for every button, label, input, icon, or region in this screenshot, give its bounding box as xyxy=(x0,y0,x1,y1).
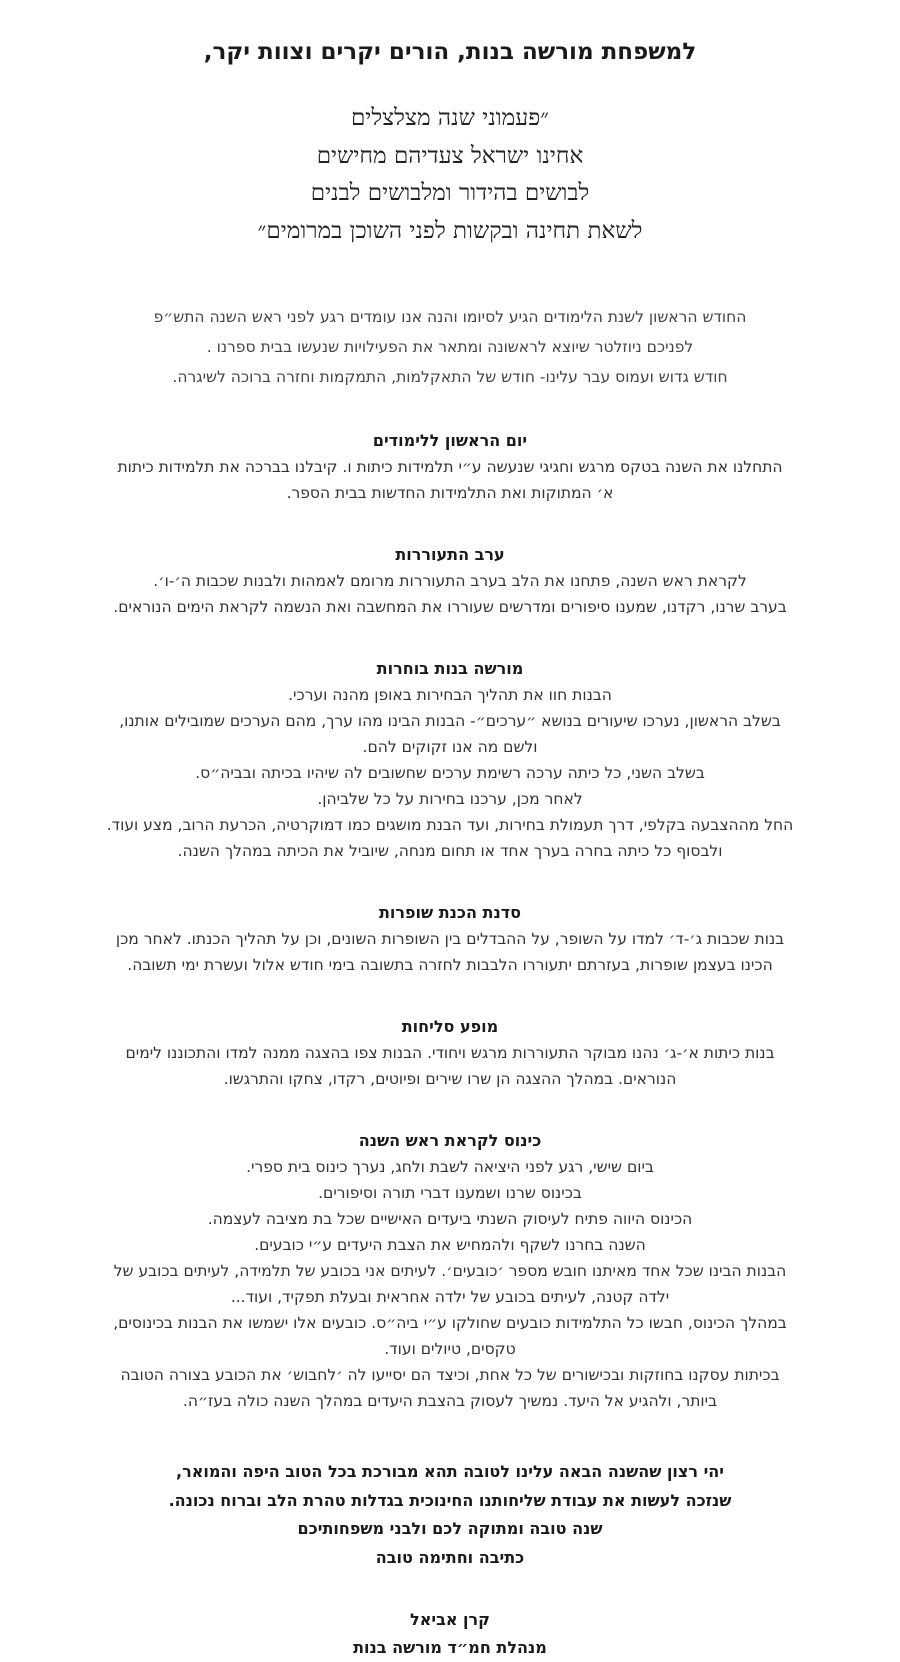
section-line: בשלב הראשון, נערכו שיעורים בנושא ״ערכים״- הבנות הבינו מהו ערך, מהם הערכים שמובילים אותנו, xyxy=(119,712,781,730)
section-line: בערב שרנו, רקדנו, שמענו סיפורים ומדרשים שעוררו את המחשבה ואת הנשמה לקראת הימים הנוראים. xyxy=(113,598,787,616)
section-line: השנה בחרנו לשקף ולהמחיש את הצבת היעדים ע״י כובעים. xyxy=(254,1236,646,1254)
section-body xyxy=(60,454,840,506)
section-rosh-hashana-assembly xyxy=(60,1128,840,1414)
section-line: בשלב השני, כל כיתה ערכה רשימת ערכים שחשובים לה שיהיו בכיתה ובביה״ס. xyxy=(195,764,705,782)
section-line: הכינו בעצמן שופרות, בעזרתם יתעוררו הלבבות לחזרה בתשובה בימי חודש אלול ועשרת ימי תשובה. xyxy=(127,956,773,974)
signature-block xyxy=(60,1606,840,1662)
closing-line: כתיבה וחתימה טובה xyxy=(375,1547,525,1567)
closing-line: שנה טובה ומתוקה לכם ולבני משפחותיכם xyxy=(297,1519,603,1538)
section-heading: מופע סליחות xyxy=(401,1017,499,1036)
closing-line: שנזכה לעשות את עבודת שליחותנו החינוכית בגדלות טהרת הלב וברוח נכונה. xyxy=(168,1490,732,1510)
section-line: לקראת ראש השנה, פתחנו את הלב בערב התעוררות מרומם לאמהות ולבנות שכבות ה׳-ו׳. xyxy=(153,572,747,590)
poem-line: לבושים בהידור ומלבושים לבנים xyxy=(310,180,590,206)
section-elections xyxy=(60,656,840,864)
section-line: החל מההצבעה בקלפי, דרך תעמולת בחירות, ועד הבנת מושגים כמו דמוקרטיה, הכרעת הרוב, מצע ועוד. xyxy=(106,816,794,834)
section-line: טקסים, טיולים ועוד. xyxy=(384,1340,516,1358)
section-line: א׳ המתוקות ואת התלמידות החדשות בבית הספר. xyxy=(286,484,614,502)
section-body xyxy=(60,926,840,978)
poem-line: לשאת תחינה ובקשות לפני השוכן במרומים״ xyxy=(257,217,643,244)
section-body xyxy=(60,1154,840,1414)
section-heading: יום הראשון ללימודים xyxy=(372,431,528,450)
section-line: ביותר, ולהגיע אל היעד. נמשיך לעסוק בהצבת היעדים במהלך השנה כולה בעז״ה. xyxy=(182,1392,718,1410)
section-line: ילדה קטנה, לעיתים בכובע של ילדה אחראית ובעלת תפקיד, ועוד... xyxy=(230,1288,670,1306)
section-line: הכינוס היווה פתיח לעיסוק השנתי ביעדים האישיים שכל בת מציבה לעצמה. xyxy=(207,1210,693,1228)
section-line: בכיתות עסקנו בחוזקות ובכישורים של כל אחת, וכיצד הם יסייעו לה ׳לחבוש׳ את הכובע בצורה הטובה xyxy=(120,1366,780,1384)
section-line: במהלך הכינוס, חבשו כל התלמידות כובעים שחולקו ע״י ביה״ס. כובעים אלו ישמשו את הבנות בכינוסים, xyxy=(113,1314,787,1332)
section-line: בנות כיתות א׳-ג׳ נהנו מבוקר התעוררות מרגש ויחודי. הבנות צפו בהצגה ממנה למדו והתכוננו לימים xyxy=(125,1044,775,1062)
section-line: ביום שישי, רגע לפני היציאה לשבת ולחג, נערך כינוס בית ספרי. xyxy=(246,1158,654,1176)
section-body xyxy=(60,1040,840,1092)
section-line: בכינוס שרנו ושמענו דברי תורה וסיפורים. xyxy=(318,1184,582,1202)
intro-line: חודש גדוש ועמוס עבר עלינו- חודש של התאקלמות, התמקמות וחזרה ברוכה לשיגרה. xyxy=(172,368,728,386)
poem-line: אחינו ישראל צעדיהם מחישים xyxy=(316,142,584,169)
intro-line: החודש הראשון לשנת הלימודים הגיע לסיומו והנה אנו עומדים רגע לפני ראש השנה התש״פ xyxy=(153,308,747,326)
section-line: התחלנו את השנה בטקס מרגש וחגיגי שנעשה ע״י תלמידות כיתות ו. קיבלנו בברכה את תלמידות כיתות xyxy=(117,458,783,476)
section-line: הנוראים. במהלך ההצגה הן שרו שירים ופיוטים, רקדו, צחקו והתרגשו. xyxy=(223,1070,677,1088)
signature-name: קרן אביאל xyxy=(410,1610,490,1629)
section-line: לאחר מכן, ערכנו בחירות על כל שלביהן. xyxy=(317,790,583,808)
intro-paragraph xyxy=(60,302,840,392)
section-line: ולשם מה אנו זקוקים להם. xyxy=(362,738,538,756)
section-awakening-evening xyxy=(60,542,840,620)
section-line: הבנות חוו את תהליך הבחירות באופן מהנה וערכי. xyxy=(288,686,612,704)
section-heading: כינוס לקראת ראש השנה xyxy=(358,1131,542,1150)
closing-line: יהי רצון שהשנה הבאה עלינו לטובה תהא מבורכת בכל הטוב היפה והמואר, xyxy=(176,1462,724,1481)
poem-line: ״פעמוני שנה מצלצלים xyxy=(350,105,550,131)
section-body xyxy=(60,682,840,864)
signature-role: מנהלת חמ״ד מורשה בנות xyxy=(353,1638,547,1657)
section-line: הבנות הבינו שכל אחד מאיתנו חובש מספר ׳כובעים׳. לעיתים אני בכובע של תלמידה, לעיתים בכובע של xyxy=(113,1262,787,1280)
section-body xyxy=(60,568,840,620)
section-heading: ערב התעוררות xyxy=(395,545,505,564)
section-selichot-show xyxy=(60,1014,840,1092)
newsletter-title: למשפחת מורשה בנות, הורים יקרים וצוות יקר, xyxy=(203,39,697,65)
section-line: בנות שכבות ג׳-ד׳ למדו על השופר, על ההבדלים בין השופרות השונים, וכן על תהליך הכנתו. לאחר מכן xyxy=(115,930,785,948)
intro-line: לפניכם ניוזלטר שיוצא לראשונה ומתאר את הפעילויות שנעשו בבית ספרנו . xyxy=(206,338,694,356)
closing-blessing xyxy=(60,1458,840,1572)
opening-poem xyxy=(60,100,840,250)
section-heading: סדנת הכנת שופרות xyxy=(378,903,522,922)
section-first-day xyxy=(60,428,840,506)
section-shofar-workshop xyxy=(60,900,840,978)
section-heading: מורשה בנות בוחרות xyxy=(376,659,524,678)
section-line: ולבסוף כל כיתה בחרה בערך אחד או תחום מנחה, שיוביל את הכיתה במהלך השנה. xyxy=(177,842,723,860)
